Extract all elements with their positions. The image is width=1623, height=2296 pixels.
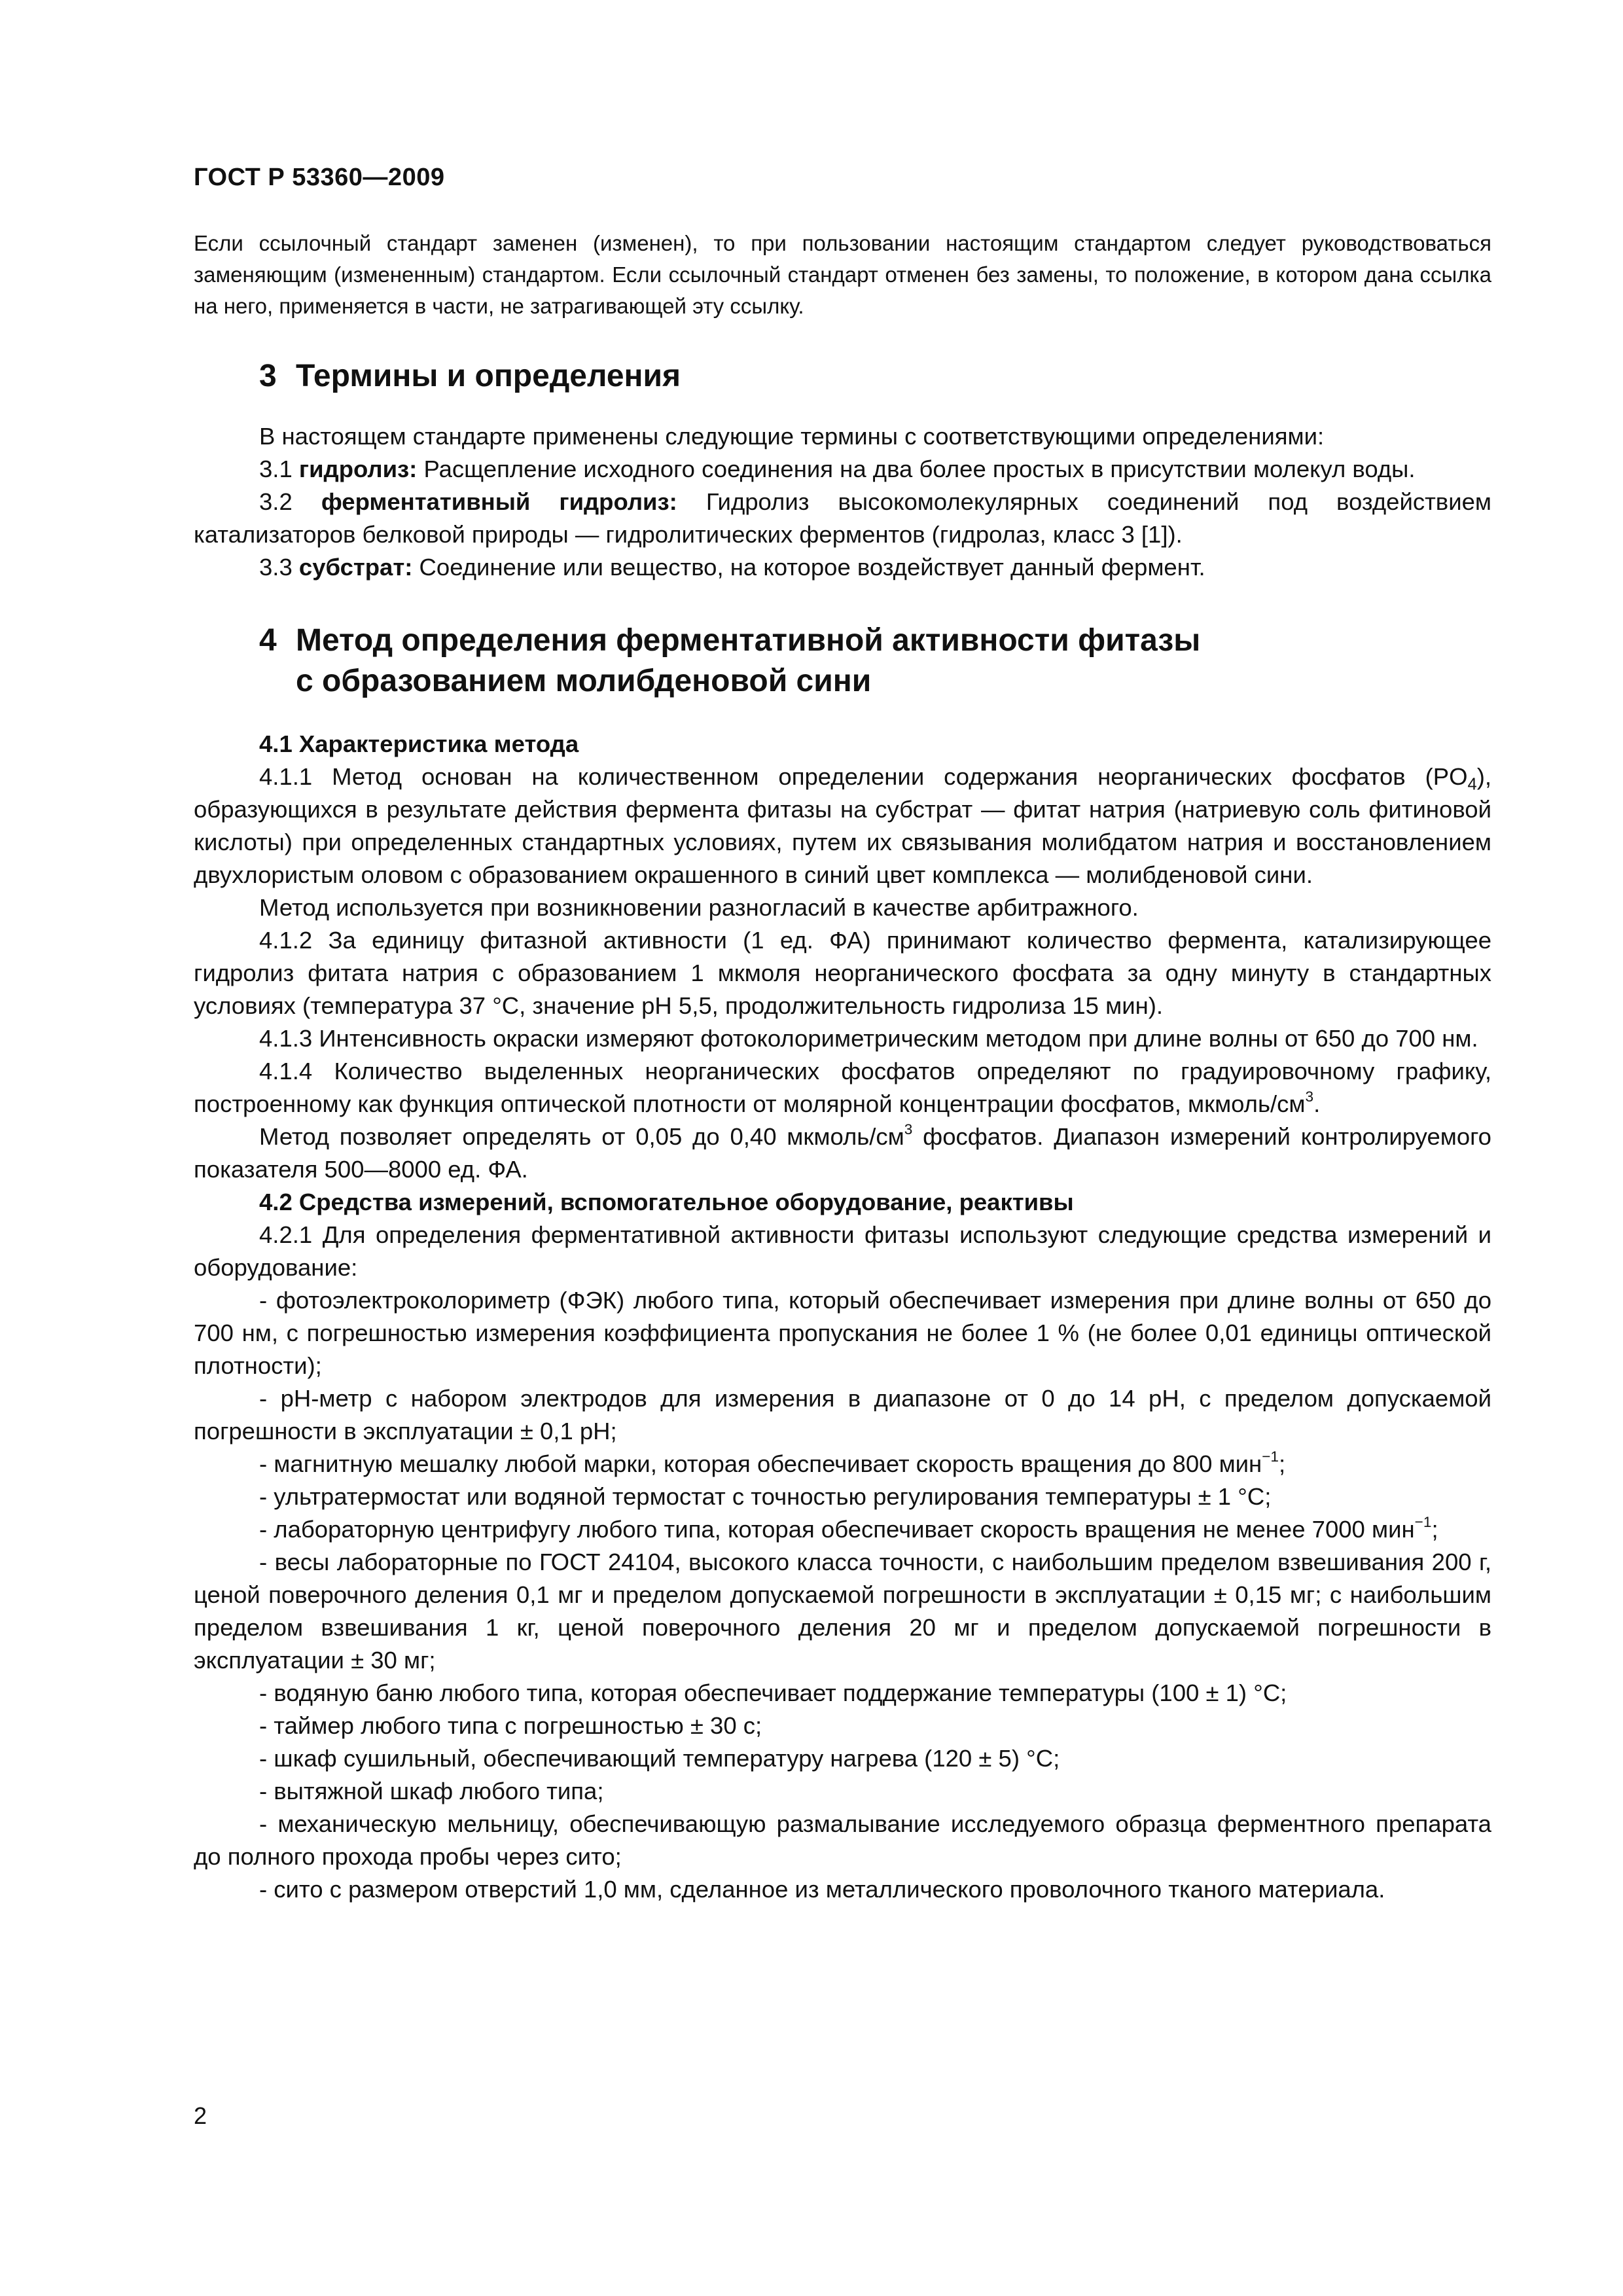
superscript: −1 bbox=[1262, 1448, 1279, 1465]
page-number: 2 bbox=[194, 2102, 207, 2129]
list-item: - таймер любого типа с погрешностью ± 30 с; bbox=[259, 1712, 762, 1739]
text-part: 4.1.4 Количество выделенных неорганических фосфатов определяют по градуировочному графику, построенному как функция оптической плотности от молярной концентрации фосфатов, мкмоль/см bbox=[194, 1058, 1491, 1117]
list-item: - вытяжной шкаф любого типа; bbox=[259, 1778, 604, 1804]
text-part: ; bbox=[1279, 1450, 1286, 1477]
list-item: - механическую мельницу, обеспечивающую размалывание исследуемого образца ферментного препарата до полного прохода пробы через сито; bbox=[194, 1810, 1491, 1870]
subsection-4-2-heading: 4.2 Средства измерений, вспомогательное оборудование, реактивы bbox=[259, 1189, 1074, 1215]
paragraph-4-1-4 bbox=[194, 1055, 1491, 1121]
intro-paragraph: Если ссылочный стандарт заменен (изменен), то при пользовании настоящим стандартом следует руководствоваться заменяющим (измененным) стандартом. Если ссылочный стандарт отменен без замены, то положение, в котором дана ссылка на него, применяется в части, не затрагивающей эту ссылку. bbox=[194, 231, 1491, 318]
paragraph-4-1-3: 4.1.3 Интенсивность окраски измеряют фотоколориметрическим методом при длине волны от 650 до 700 нм. bbox=[259, 1025, 1478, 1052]
text-part: Метод позволяет определять от 0,05 до 0,40 мкмоль/см bbox=[259, 1123, 904, 1150]
section-3-heading bbox=[194, 356, 1491, 397]
list-item: - pH-метр с набором электродов для измерения в диапазоне от 0 до 14 pH, с пределом допускаемой погрешности в эксплуатации ± 0,1 pH; bbox=[194, 1385, 1491, 1444]
section-4-title-line1: Метод определения ферментативной активности фитазы bbox=[296, 623, 1201, 658]
paragraph-4-1-1 bbox=[194, 761, 1491, 891]
subsection-4-1-heading: 4.1 Характеристика метода bbox=[259, 730, 579, 757]
section-4-heading-line1 bbox=[194, 620, 1491, 661]
subscript: 4 bbox=[1467, 775, 1477, 794]
term-definition: Гидролиз высокомолекулярных соединений под воздействием катализаторов белковой природы — гидролитических ферментов (гидролаз, класс 3 [1]). bbox=[194, 488, 1491, 548]
text-part: фосфатов. Диапазон измерений контролируемого показателя 500—8000 ед. ФА. bbox=[194, 1123, 1491, 1183]
term-name: гидролиз: bbox=[298, 456, 418, 482]
paragraph-arbitration: Метод используется при возникновении разногласий в качестве арбитражного. bbox=[259, 894, 1139, 921]
term-definition: Соединение или вещество, на которое воздействует данный фермент. bbox=[419, 554, 1205, 581]
paragraph-4-1-2: 4.1.2 За единицу фитазной активности (1 ед. ФА) принимают количество фермента, катализирующее гидролиз фитата натрия с образованием 1 мкмоля неорганического фосфата за одну минуту в стандартных условиях (температура 37 °С, значение pH 5,5, продолжительность гидролиза 15 мин). bbox=[194, 927, 1491, 1019]
paragraph-4-2-1: 4.2.1 Для определения ферментативной активности фитазы используют следующие средства измерений и оборудование: bbox=[194, 1221, 1491, 1281]
term-name: ферментативный гидролиз: bbox=[321, 488, 677, 515]
term-number: 3.2 bbox=[259, 488, 293, 515]
paragraph-range bbox=[194, 1121, 1491, 1186]
text-part: - магнитную мешалку любой марки, которая обеспечивает скорость вращения до 800 мин bbox=[259, 1450, 1262, 1477]
term-3-1 bbox=[194, 453, 1491, 486]
term-3-3 bbox=[194, 551, 1491, 584]
text-part: - лабораторную центрифугу любого типа, которая обеспечивает скорость вращения не менее 7000 мин bbox=[259, 1516, 1415, 1543]
list-item: - сито с размером отверстий 1,0 мм, сделанное из металлического проволочного тканого материала. bbox=[259, 1876, 1385, 1903]
text-part: . bbox=[1313, 1090, 1321, 1117]
section-4-number: 4 bbox=[259, 623, 277, 658]
section-3-lead: В настоящем стандарте применены следующие термины с соответствующими определениями: bbox=[259, 423, 1325, 450]
superscript: 3 bbox=[904, 1121, 913, 1138]
section-4-title-line2: с образованием молибденовой сини bbox=[296, 664, 872, 698]
term-3-2 bbox=[194, 486, 1491, 551]
text-part: ; bbox=[1431, 1516, 1438, 1543]
list-item: - фотоэлектроколориметр (ФЭК) любого типа, который обеспечивает измерения при длине волны от 650 до 700 нм, с погрешностью измерения коэффициента пропускания не более 1 % (не более 0,01 единицы оптической плотности); bbox=[194, 1287, 1491, 1379]
text-part: 4.1.1 Метод основан на количественном определении содержания неорганических фосфатов (PO bbox=[259, 763, 1468, 790]
term-definition: Расщепление исходного соединения на два более простых в присутствии молекул воды. bbox=[423, 456, 1416, 482]
list-item: - весы лабораторные по ГОСТ 24104, высокого класса точности, с наибольшим пределом взвешивания 200 г, ценой поверочного деления 0,1 мг и пределом допускаемой погрешности в эксплуатации ± 0,15 мг; с наибольшим пределом взвешивания 1 кг, ценой поверочного деления 20 мг и пределом допускаемой погрешности в эксплуатации ± 30 мг; bbox=[194, 1549, 1491, 1674]
document-body bbox=[194, 228, 1491, 1906]
section-4-heading bbox=[194, 620, 1491, 702]
list-item: - шкаф сушильный, обеспечивающий температуру нагрева (120 ± 5) °С; bbox=[259, 1745, 1060, 1772]
section-3-title: Термины и определения bbox=[296, 359, 681, 393]
section-3-number: 3 bbox=[259, 359, 277, 393]
list-item bbox=[194, 1448, 1491, 1480]
superscript: 3 bbox=[1305, 1088, 1314, 1105]
term-name: субстрат: bbox=[298, 554, 413, 581]
term-number: 3.3 bbox=[259, 554, 293, 581]
superscript: −1 bbox=[1414, 1514, 1432, 1531]
text-part: ), образующихся в результате действия фермента фитазы на субстрат — фитат натрия (натриевую соль фитиновой кислоты) при определенных стандартных условиях, путем их связывания молибдатом натрия и восстановлением двухлористым оловом с образованием окрашенного в синий цвет комплекса — молибденовой сини. bbox=[194, 763, 1491, 888]
list-item: - водяную баню любого типа, которая обеспечивает поддержание температуры (100 ± 1) °С; bbox=[259, 1679, 1287, 1706]
term-number: 3.1 bbox=[259, 456, 293, 482]
document-header: ГОСТ Р 53360—2009 bbox=[194, 164, 445, 191]
list-item bbox=[194, 1513, 1491, 1546]
list-item: - ультратермостат или водяной термостат с точностью регулирования температуры ± 1 °С; bbox=[259, 1483, 1272, 1510]
